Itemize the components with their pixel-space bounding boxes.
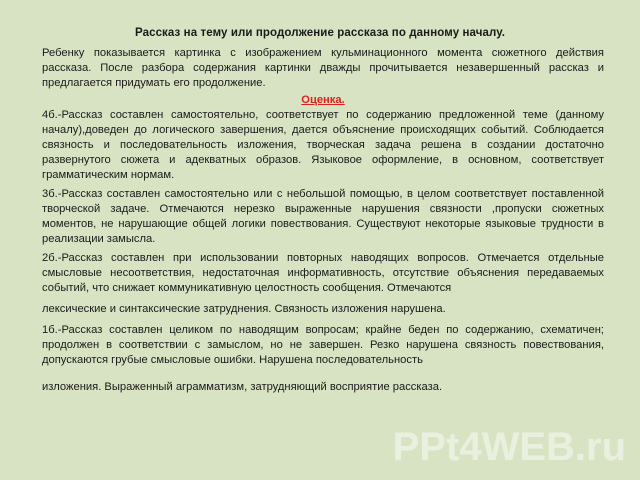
watermark-logo: PPt4WEB.ru <box>392 425 626 469</box>
slide-title: Рассказ на тему или продолжение рассказа по данному началу. <box>134 27 506 39</box>
assessment-heading: Оценка. <box>301 94 345 106</box>
criterion-1-continued: изложения. Выраженный аграмматизм, затрудняющий восприятие рассказа. <box>42 381 443 393</box>
criterion-2: 2б.-Рассказ составлен при использовании повторных наводящих вопросов. Отмечается отдельные смысловые несоответствия, недостаточная информативность, отсутствие объяснения передаваемых событий, что снижает коммуникативную целостность сообщения. Отмечаются <box>42 252 604 294</box>
criterion-1: 1б.-Рассказ составлен целиком по наводящим вопросам; крайне беден по содержанию, схематичен; продолжен в соответствии с замыслом, но не завершен. Резко нарушена связность повествования, допускаются грубые смысловые ошибки. Нарушена последовательность <box>42 324 604 366</box>
criterion-3: 3б.-Рассказ составлен самостоятельно или с небольшой помощью, в целом соответствует поставленной творческой задаче. Отмечаются нерезко выраженные нарушения связности ,пропуски сюжетных моментов, не нарушающие общей логики повествования. Существуют некоторые языковые трудности в реализации замысла. <box>42 188 604 245</box>
slide-body <box>42 46 604 395</box>
criterion-2-continued: лексические и синтаксические затруднения. Связность изложения нарушена. <box>42 303 446 315</box>
intro-paragraph: Ребенку показывается картинка с изображением кульминационного момента сюжетного действия рассказа. После разбора содержания картинки дважды прочитывается незавершенный рассказ и предлагается придумать его продолжение. <box>42 47 604 89</box>
criterion-4: 4б.-Рассказ составлен самостоятельно, соответствует по содержанию предложенной теме (данному началу),доведен до логического завершения, дается объяснение происходящих событий. Соблюдается связность и последовательность изложения, творческая задача решена в создании достаточно развернутого сюжета и адекватных образов. Языковое оформление, в основном, соответствует грамматическим нормам. <box>42 109 604 181</box>
